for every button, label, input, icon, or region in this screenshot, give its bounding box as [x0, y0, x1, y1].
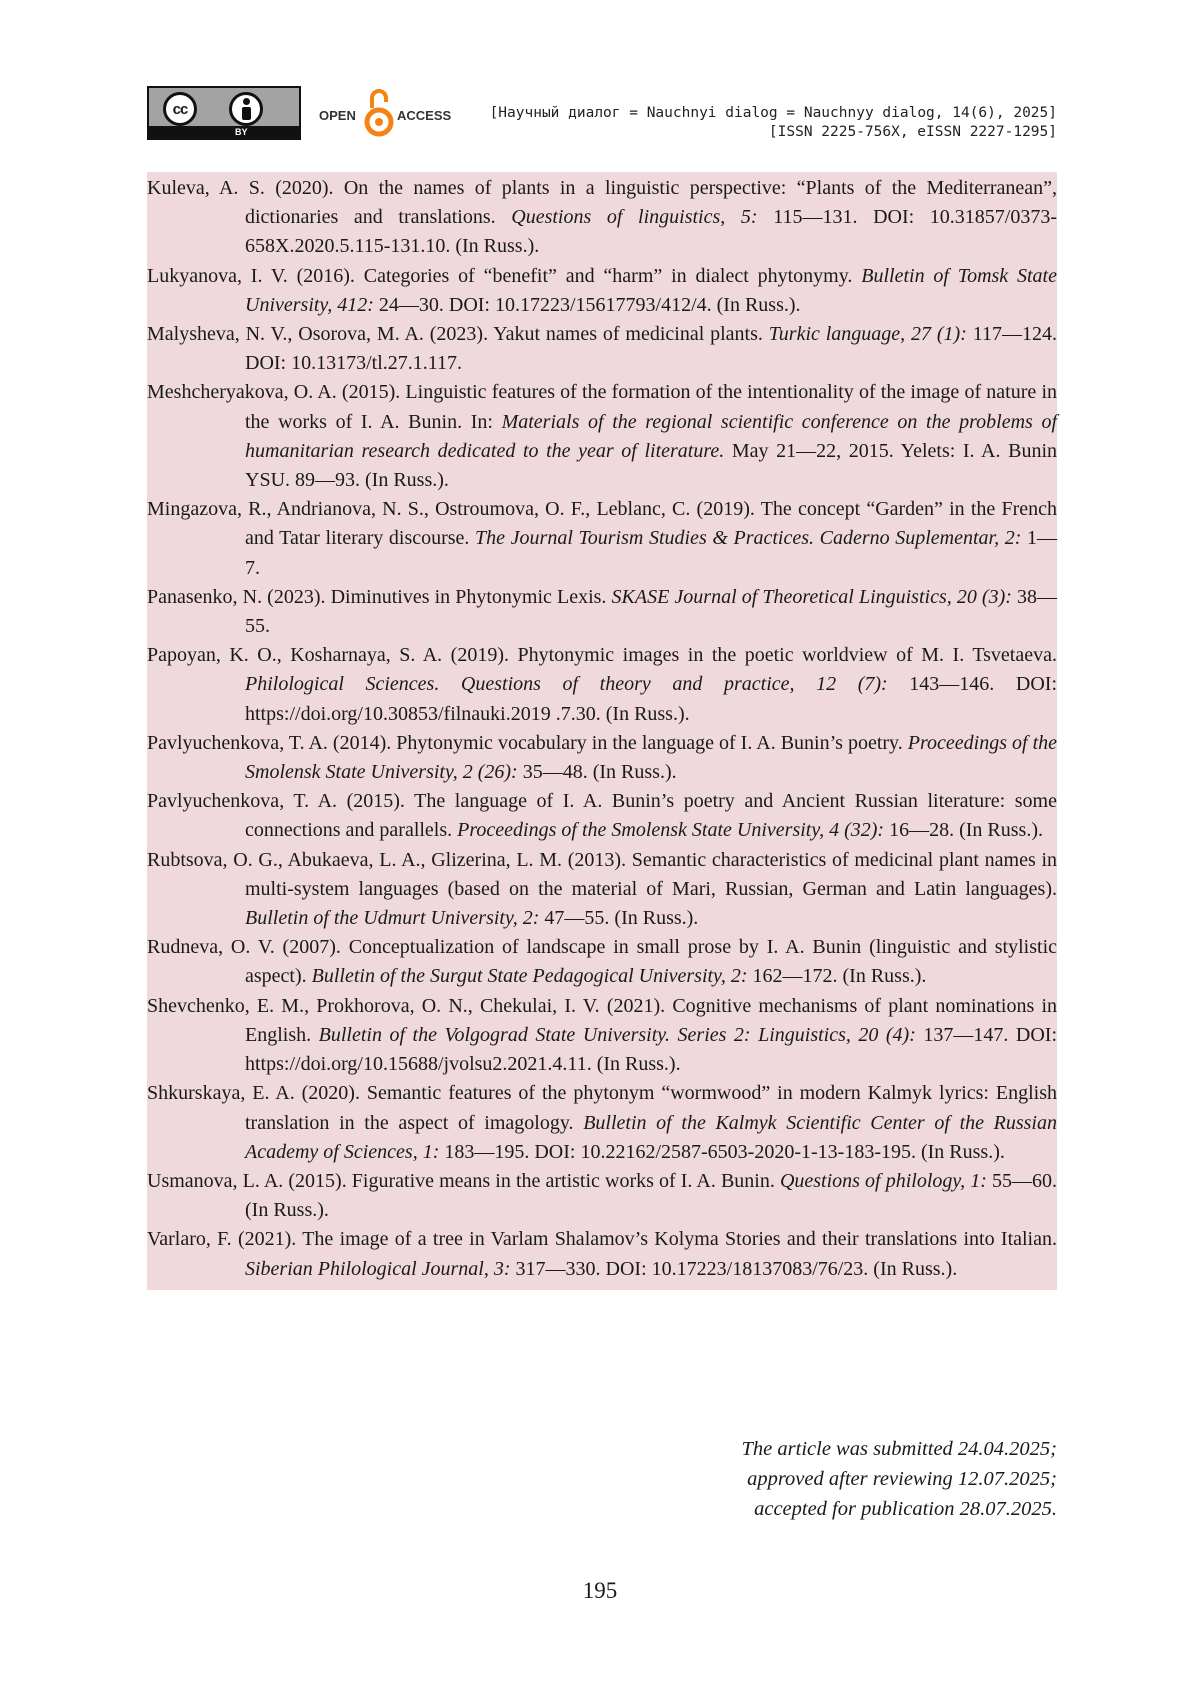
reference-entry	[147, 262, 1057, 320]
reference-authors-title: Meshcheryakova, O. A. (2015). Linguistic features of the formation of the intentionality of the image of nature in the works of I. A. Bunin. In:	[147, 381, 1057, 433]
reference-authors-title: Shevchenko, E. M., Prokhorova, O. N., Chekulai, I. V. (2021). Cognitive mechanisms of plant nominations in English.	[147, 994, 1057, 1046]
open-access-logo[interactable]	[319, 86, 469, 142]
by-strip	[149, 126, 299, 138]
accepted-date: accepted for publication 28.07.2025.	[754, 1498, 1057, 1520]
reference-authors-title: Kuleva, A. S. (2020). On the names of plants in a linguistic perspective: “Plants of the Mediterranean”, dictionaries and translations.	[147, 177, 1057, 229]
page-number: 195	[582, 1578, 618, 1603]
reference-journal: Questions of philology, 1:	[779, 1169, 987, 1192]
reference-pages-doi: 55—60. (In Russ.).	[245, 1169, 1058, 1222]
reference-entry	[147, 641, 1057, 729]
reference-pages-doi: May 21—22, 2015. Yelets: I. A. Bunin YSU. 89—93. (In Russ.).	[245, 439, 1057, 492]
reference-pages-doi: 38—55.	[245, 585, 1058, 638]
reference-authors-title: Mingazova, R., Andrianova, N. S., Ostroumova, O. F., Leblanc, C. (2019). The concept “Garden” in the French and Tatar literary discourse.	[147, 498, 1057, 550]
attribution-person-icon	[229, 92, 263, 126]
cc-by-license-badge[interactable]	[147, 86, 301, 140]
reference-entry	[147, 933, 1057, 991]
reference-journal: Siberian Philological Journal, 3:	[245, 1257, 511, 1280]
reference-journal: Proceedings of the Smolensk State University, 2 (26):	[245, 731, 1058, 784]
approved-date: approved after reviewing 12.07.2025;	[747, 1468, 1057, 1490]
reference-authors-title: Lukyanova, I. V. (2016). Categories of “benefit” and “harm” in dialect phytonymy.	[147, 264, 853, 287]
reference-entry	[147, 787, 1057, 845]
reference-entry	[147, 495, 1057, 583]
reference-entry	[147, 174, 1057, 262]
reference-journal: Questions of linguistics, 5:	[511, 206, 758, 229]
cc-icon: cc	[163, 92, 197, 126]
reference-entry	[147, 992, 1057, 1080]
reference-pages-doi: 1—7.	[245, 527, 1058, 579]
reference-entry	[147, 583, 1057, 641]
reference-authors-title: Shkurskaya, E. A. (2020). Semantic features of the phytonym “wormwood” in modern Kalmyk lyrics: English translation in the aspect of imagology.	[147, 1082, 1057, 1134]
submitted-date: The article was submitted 24.04.2025;	[741, 1438, 1057, 1460]
references-list	[147, 172, 1057, 1290]
by-label: BY	[235, 127, 248, 137]
reference-authors-title: Pavlyuchenkova, T. A. (2014). Phytonymic vocabulary in the language of I. A. Bunin’s poetry.	[147, 731, 903, 754]
reference-journal: SKASE Journal of Theoretical Linguistics, 20 (3):	[611, 585, 1012, 608]
reference-authors-title: Usmanova, L. A. (2015). Figurative means in the artistic works of I. A. Bunin.	[147, 1169, 775, 1192]
reference-pages-doi: 137—147. DOI: https://doi.org/10.15688/jvolsu2.2021.4.11. (In Russ.).	[245, 1023, 1058, 1076]
reference-journal: Bulletin of Tomsk State University, 412:	[245, 264, 1057, 316]
reference-journal: Bulletin of the Kalmyk Scientific Center of the Russian Academy of Sciences, 1:	[245, 1111, 1057, 1163]
reference-entry	[147, 846, 1057, 934]
journal-title-line: [Научный диалог = Nauchnyi dialog = Nauchnyy dialog, 14(6), 2025]	[489, 105, 1057, 121]
reference-authors-title: Panasenko, N. (2023). Diminutives in Phytonymic Lexis.	[147, 585, 607, 608]
reference-journal: The Journal Tourism Studies & Practices. Caderno Suplementar, 2:	[475, 527, 1022, 550]
reference-entry	[147, 1225, 1057, 1283]
reference-journal: Philological Sciences. Questions of theory and practice, 12 (7):	[245, 673, 888, 696]
journal-issn-line: [ISSN 2225-756X, eISSN 2227-1295]	[768, 124, 1057, 140]
reference-journal: Bulletin of the Surgut State Pedagogical University, 2:	[311, 965, 748, 988]
reference-authors-title: Rubtsova, O. G., Abukaeva, L. A., Glizerina, L. M. (2013). Semantic characteristics of medicinal plant names in multi-system languages (based on the material of Mari, Russian, German and Latin languages).	[147, 848, 1057, 900]
page-header	[147, 86, 1057, 142]
reference-pages-doi: 24—30. DOI: 10.17223/15617793/412/4. (In Russ.).	[378, 293, 801, 316]
reference-journal: Bulletin of the Udmurt University, 2:	[245, 907, 540, 930]
reference-pages-doi: 35—48. (In Russ.).	[522, 761, 677, 784]
reference-authors-title: Pavlyuchenkova, T. A. (2015). The language of I. A. Bunin’s poetry and Ancient Russian literature: some connections and parallels.	[147, 790, 1057, 842]
open-access-lock-icon	[364, 86, 394, 142]
open-access-open-label: OPEN	[319, 108, 356, 123]
reference-entry	[147, 1167, 1057, 1225]
reference-authors-title: Malysheva, N. V., Osorova, M. A. (2023). Yakut names of medicinal plants.	[147, 323, 763, 346]
reference-entry	[147, 320, 1057, 378]
journal-citation	[490, 104, 1057, 142]
reference-entry	[147, 729, 1057, 787]
reference-authors-title: Rudneva, O. V. (2007). Conceptualization of landscape in small prose by I. A. Bunin (linguistic and stylistic aspect).	[147, 936, 1057, 988]
reference-entry	[147, 378, 1057, 495]
reference-journal: Bulletin of the Volgograd State University. Series 2: Linguistics, 20 (4):	[318, 1023, 916, 1046]
reference-pages-doi: 47—55. (In Russ.).	[544, 907, 699, 930]
reference-pages-doi: 183—195. DOI: 10.22162/2587-6503-2020-1-13-183-195. (In Russ.).	[444, 1140, 1005, 1163]
reference-authors-title: Papoyan, K. O., Kosharnaya, S. A. (2019). Phytonymic images in the poetic worldview of M. I. Tsvetaeva.	[147, 644, 1057, 667]
reference-journal: Proceedings of the Smolensk State University, 4 (32):	[457, 819, 885, 842]
reference-pages-doi: 162—172. (In Russ.).	[752, 965, 927, 988]
reference-journal: Turkic language, 27 (1):	[768, 323, 967, 346]
reference-pages-doi: 115—131. DOI: 10.31857/0373-658X.2020.5.115-131.10. (In Russ.).	[245, 206, 1058, 258]
open-access-access-label: ACCESS	[397, 108, 452, 123]
reference-pages-doi: 117—124. DOI: 10.13173/tl.27.1.117.	[245, 323, 1058, 375]
reference-journal: Materials of the regional scientific conference on the problems of humanitarian research dedicated to the year of literature.	[245, 410, 1058, 462]
submission-dates	[742, 1434, 1057, 1524]
reference-pages-doi: 16—28. (In Russ.).	[889, 819, 1043, 842]
reference-authors-title: Varlaro, F. (2021). The image of a tree in Varlam Shalamov’s Kolyma Stories and their translations into Italian.	[147, 1228, 1057, 1251]
reference-pages-doi: 317—330. DOI: 10.17223/18137083/76/23. (In Russ.).	[515, 1257, 958, 1280]
reference-pages-doi: 143—146. DOI: https://doi.org/10.30853/filnauki.2019 .7.30. (In Russ.).	[245, 673, 1058, 725]
reference-entry	[147, 1079, 1057, 1167]
